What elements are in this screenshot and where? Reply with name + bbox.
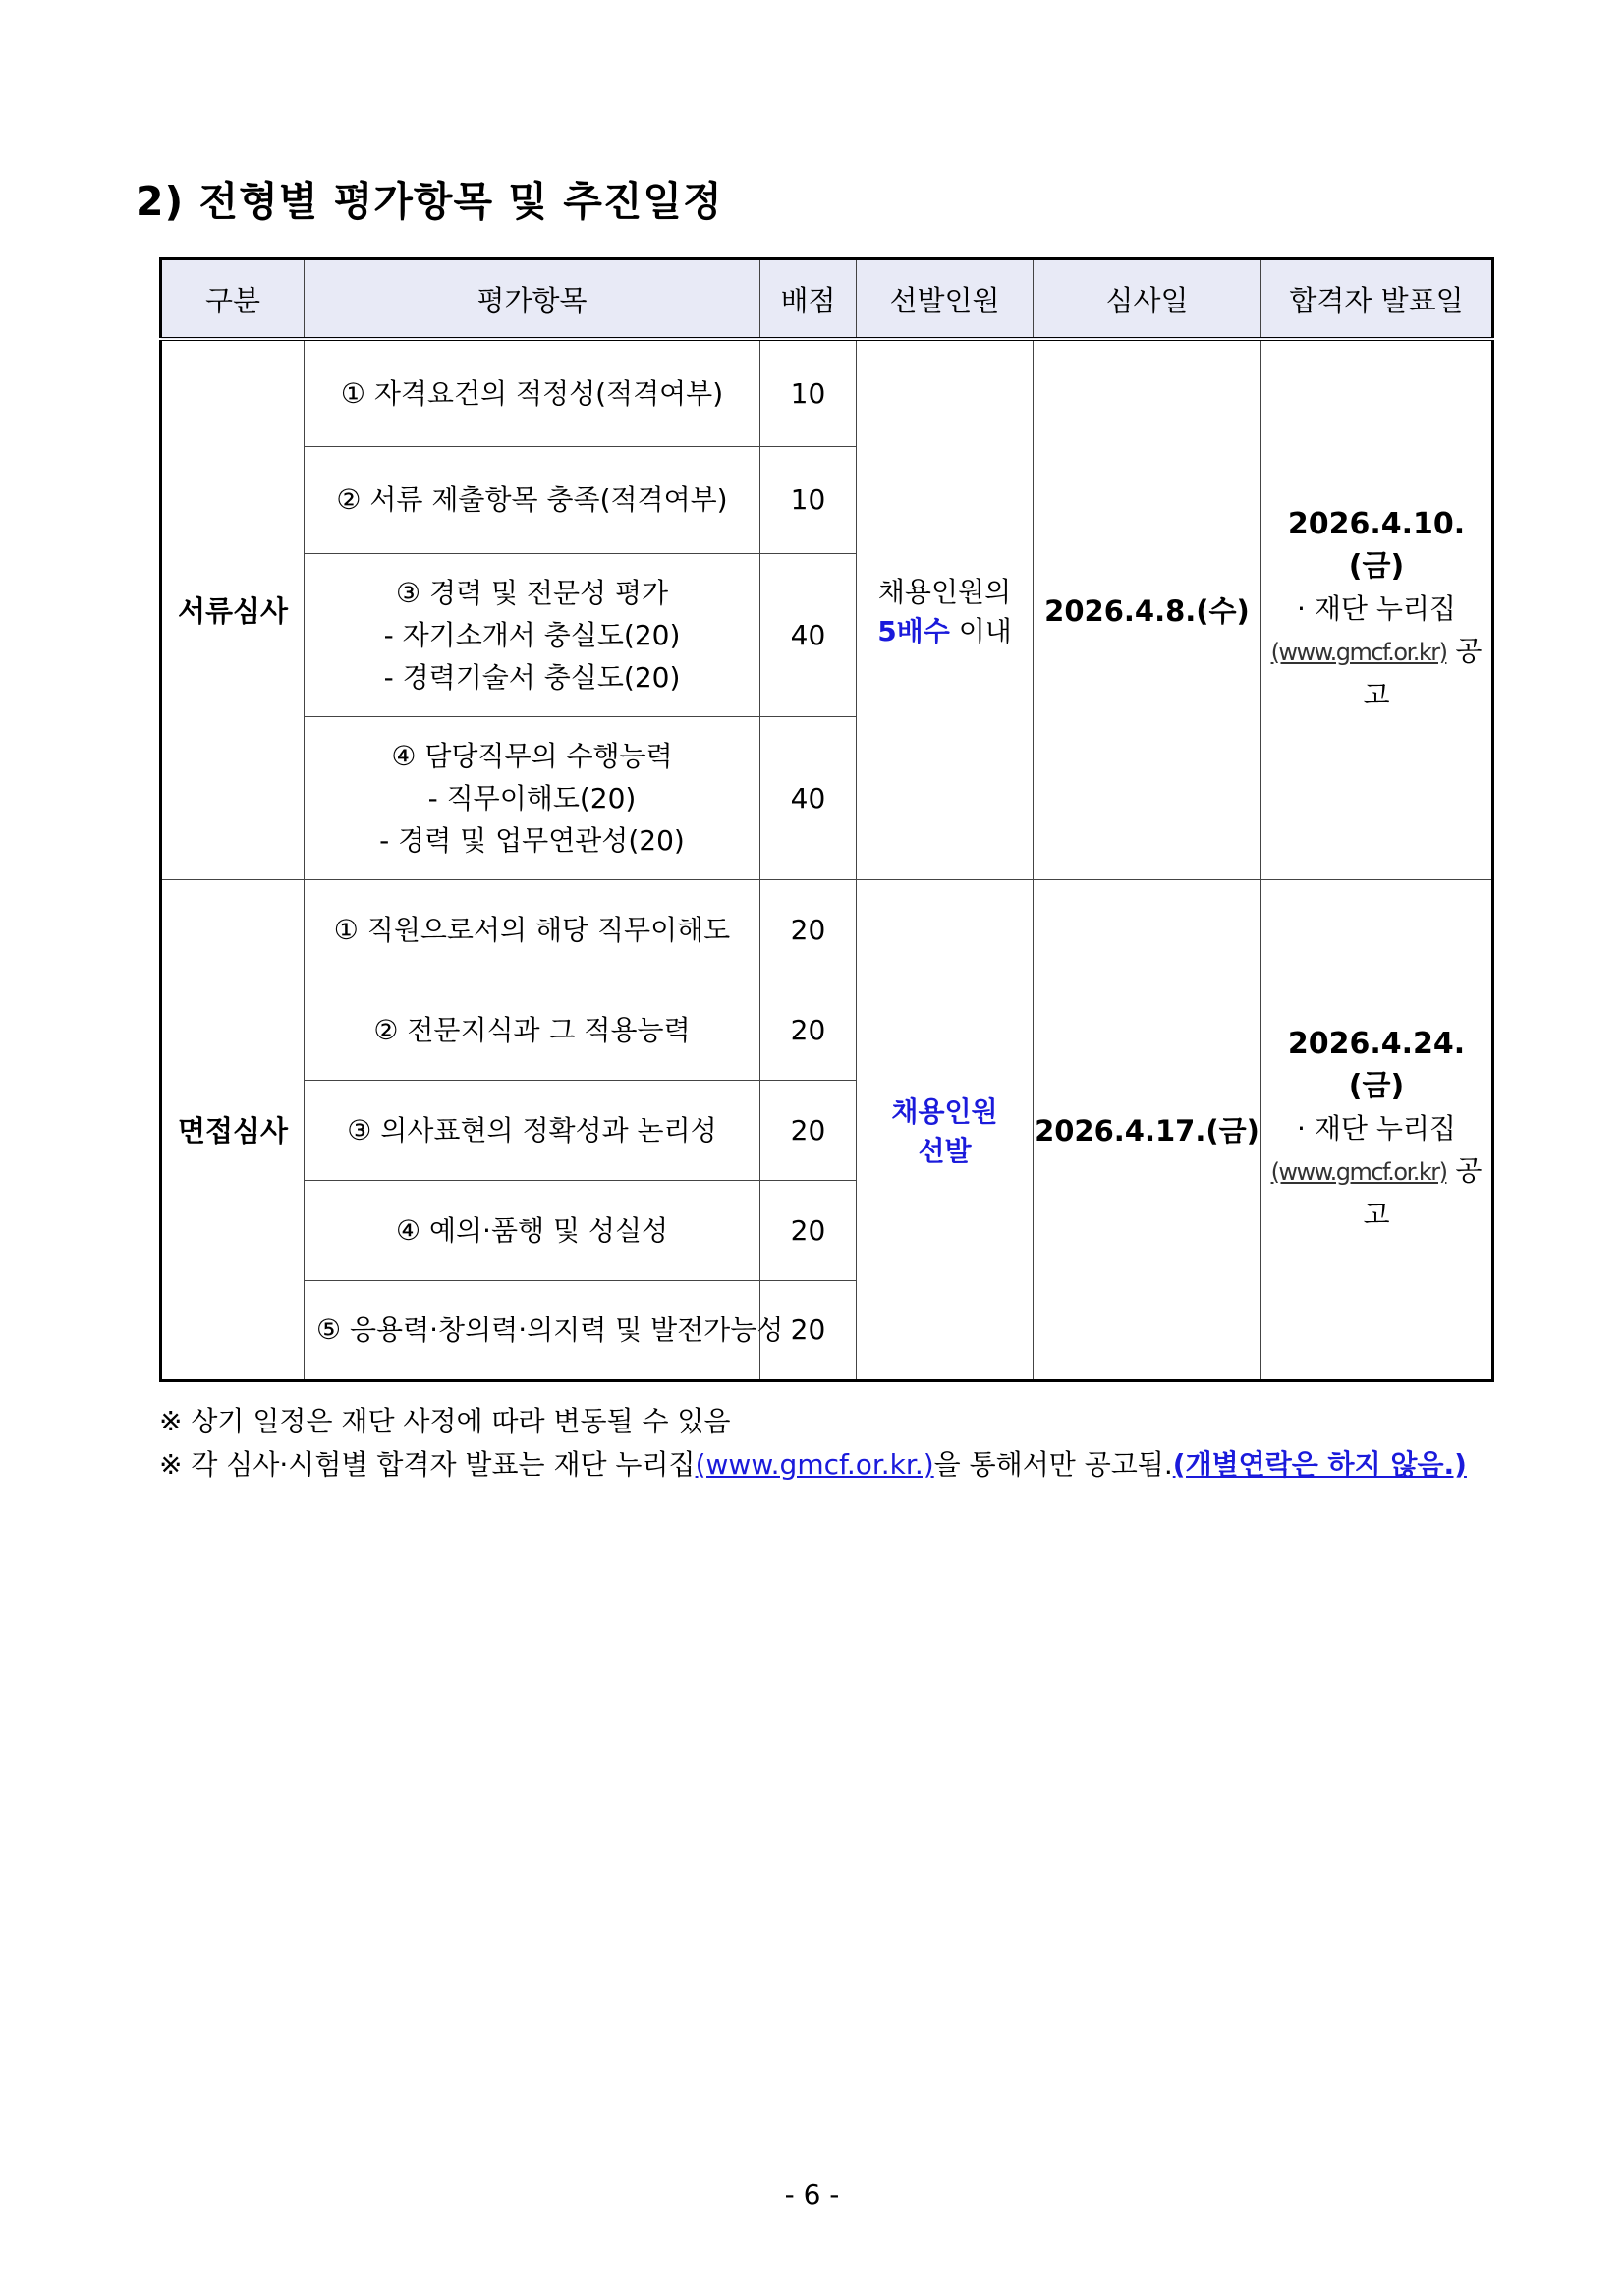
eval-item: ③ 의사표현의 정확성과 논리성 xyxy=(305,1080,760,1180)
header-points: 배점 xyxy=(760,259,857,340)
no-individual-contact-note: (개별연락은 하지 않음.) xyxy=(1172,1448,1467,1481)
eval-item: ② 전문지식과 그 적용능력 xyxy=(305,980,760,1080)
announce-date: 2026.4.10.(금) xyxy=(1287,507,1466,585)
note-announcement: ※ 각 심사·시험별 합격자 발표는 재단 누리집(www.gmcf.or.kr.)을 통해서만 공고됨.(개별연락은 하지 않음.) xyxy=(159,1448,1467,1481)
table-header-row xyxy=(161,259,1493,340)
page-number: - 6 - xyxy=(784,2178,840,2211)
selection-cell: 채용인원의 5배수 이내 xyxy=(857,339,1034,879)
review-date: 2026.4.8.(수) xyxy=(1034,339,1261,879)
eval-item: ② 서류 제출항목 충족(적격여부) xyxy=(305,446,760,553)
review-date: 2026.4.17.(금) xyxy=(1034,879,1261,1380)
header-review-date: 심사일 xyxy=(1034,259,1261,340)
category-document-review: 서류심사 xyxy=(161,339,305,879)
header-announce-date: 합격자 발표일 xyxy=(1261,259,1493,340)
points-value: 20 xyxy=(760,1180,857,1280)
table-row xyxy=(161,339,1493,446)
selection-highlight: 5배수 xyxy=(877,614,950,647)
header-category: 구분 xyxy=(161,259,305,340)
evaluation-schedule-table xyxy=(159,257,1494,1382)
section-heading: 2) 전형별 평가항목 및 추진일정 xyxy=(136,178,723,225)
eval-item: ④ 예의·품행 및 성실성 xyxy=(305,1180,760,1280)
announce-cell: 2026.4.24.(금) · 재단 누리집 (www.gmcf.or.kr) 공고 xyxy=(1261,879,1493,1380)
site-link[interactable]: (www.gmcf.or.kr.) xyxy=(695,1448,934,1481)
eval-item: ① 자격요건의 적정성(적격여부) xyxy=(305,339,760,446)
eval-item: ① 직원으로서의 해당 직무이해도 xyxy=(305,879,760,980)
table-row xyxy=(161,879,1493,980)
eval-item: ④ 담당직무의 수행능력 - 직무이해도(20) - 경력 및 업무연관성(20) xyxy=(305,716,760,879)
category-interview: 면접심사 xyxy=(161,879,305,1380)
points-value: 10 xyxy=(760,446,857,553)
points-value: 20 xyxy=(760,879,857,980)
notes xyxy=(159,1400,1467,1486)
points-value: 40 xyxy=(760,553,857,716)
eval-item: ③ 경력 및 전문성 평가 - 자기소개서 충실도(20) - 경력기술서 충실도(20) xyxy=(305,553,760,716)
selection-cell: 채용인원 선발 xyxy=(857,879,1034,1380)
points-value: 20 xyxy=(760,1080,857,1180)
announce-cell: 2026.4.10.(금) · 재단 누리집 (www.gmcf.or.kr) 공고 xyxy=(1261,339,1493,879)
announce-site-link[interactable]: (www.gmcf.or.kr) xyxy=(1270,1158,1447,1186)
header-eval-item: 평가항목 xyxy=(305,259,760,340)
announce-site-link[interactable]: (www.gmcf.or.kr) xyxy=(1270,639,1447,667)
eval-item: ⑤ 응용력·창의력·의지력 및 발전가능성 xyxy=(305,1280,760,1380)
note-schedule-change: ※ 상기 일정은 재단 사정에 따라 변동될 수 있음 xyxy=(159,1405,731,1437)
points-value: 20 xyxy=(760,1280,857,1380)
announce-date: 2026.4.24.(금) xyxy=(1287,1027,1466,1103)
header-selection: 선발인원 xyxy=(857,259,1034,340)
points-value: 40 xyxy=(760,716,857,879)
points-value: 20 xyxy=(760,980,857,1080)
points-value: 10 xyxy=(760,339,857,446)
